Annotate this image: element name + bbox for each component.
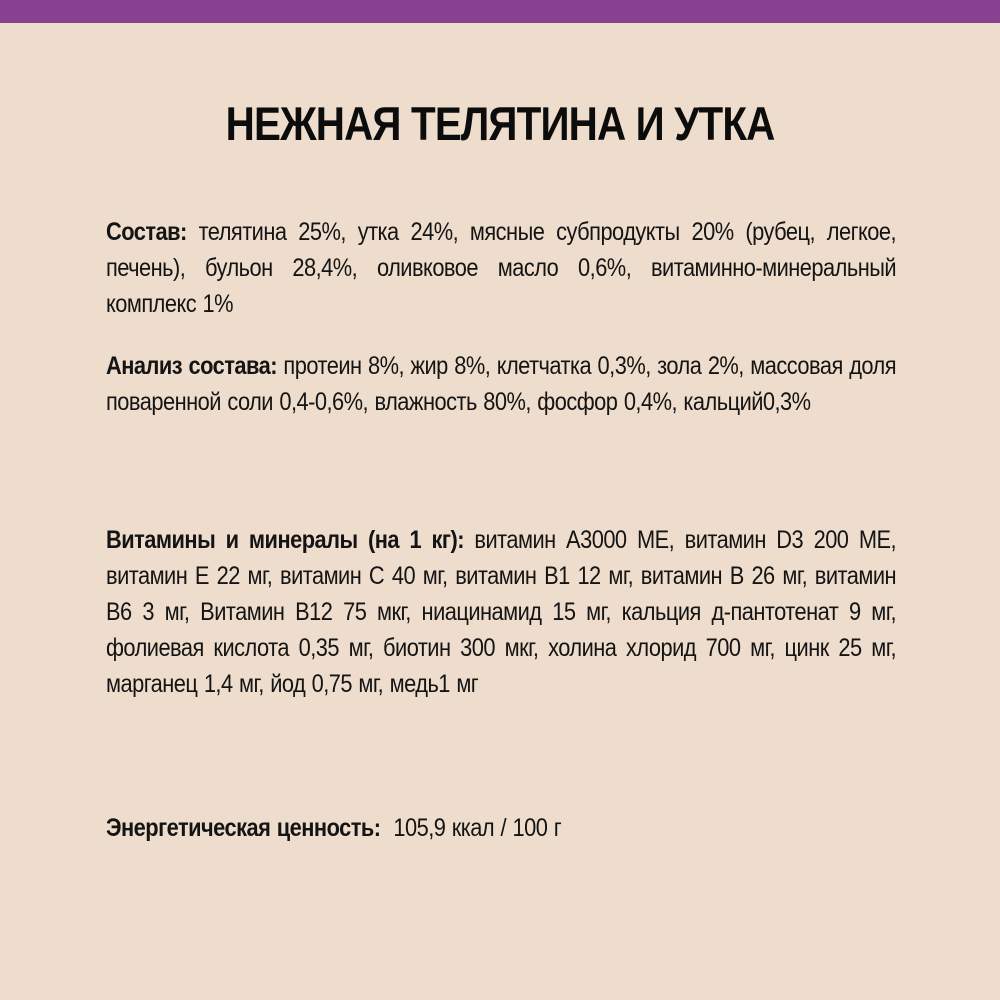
composition-section	[106, 214, 896, 322]
energy-value: 105,9 ккал / 100 г	[380, 814, 562, 842]
product-title	[0, 96, 1000, 152]
vitamins-section	[106, 522, 896, 702]
vitamins-text: витамин А3000 МЕ, витамин D3 200 МЕ, витамин Е 22 мг, витамин С 40 мг, витамин В1 12 мг, витамин В 26 мг, витамин В6 3 мг, Витамин В12 75 мкг, ниацинамид 15 мг, кальция д-пантотенат 9 мг, фолиевая кислота 0,35 мг, биотин 300 мкг, холина хлорид 700 мг, цинк 25 мг, марганец 1,4 мг, йод 0,75 мг, медь1 мг	[106, 526, 897, 698]
composition-paragraph	[106, 214, 896, 322]
product-title-text: НЕЖНАЯ ТЕЛЯТИНА И УТКА	[225, 97, 775, 150]
vitamins-paragraph	[106, 522, 896, 702]
analysis-text: протеин 8%, жир 8%, клетчатка 0,3%, зола 2%, массовая доля поваренной соли 0,4-0,6%, влажность 80%, фосфор 0,4%, кальций0,3%	[106, 352, 897, 416]
analysis-label: Анализ состава:	[106, 352, 277, 380]
analysis-paragraph	[106, 348, 896, 420]
energy-paragraph	[106, 810, 896, 846]
energy-label: Энергетическая ценность:	[106, 814, 381, 842]
vitamins-label: Витамины и минералы (на 1 кг):	[106, 526, 464, 554]
analysis-section	[106, 348, 896, 420]
composition-label: Состав:	[106, 218, 187, 246]
top-accent-bar	[0, 0, 1000, 23]
energy-section	[106, 810, 896, 846]
composition-text: телятина 25%, утка 24%, мясные субпродукты 20% (рубец, легкое, печень), бульон 28,4%, оливковое масло 0,6%, витаминно-минеральный комплекс 1%	[106, 218, 897, 318]
